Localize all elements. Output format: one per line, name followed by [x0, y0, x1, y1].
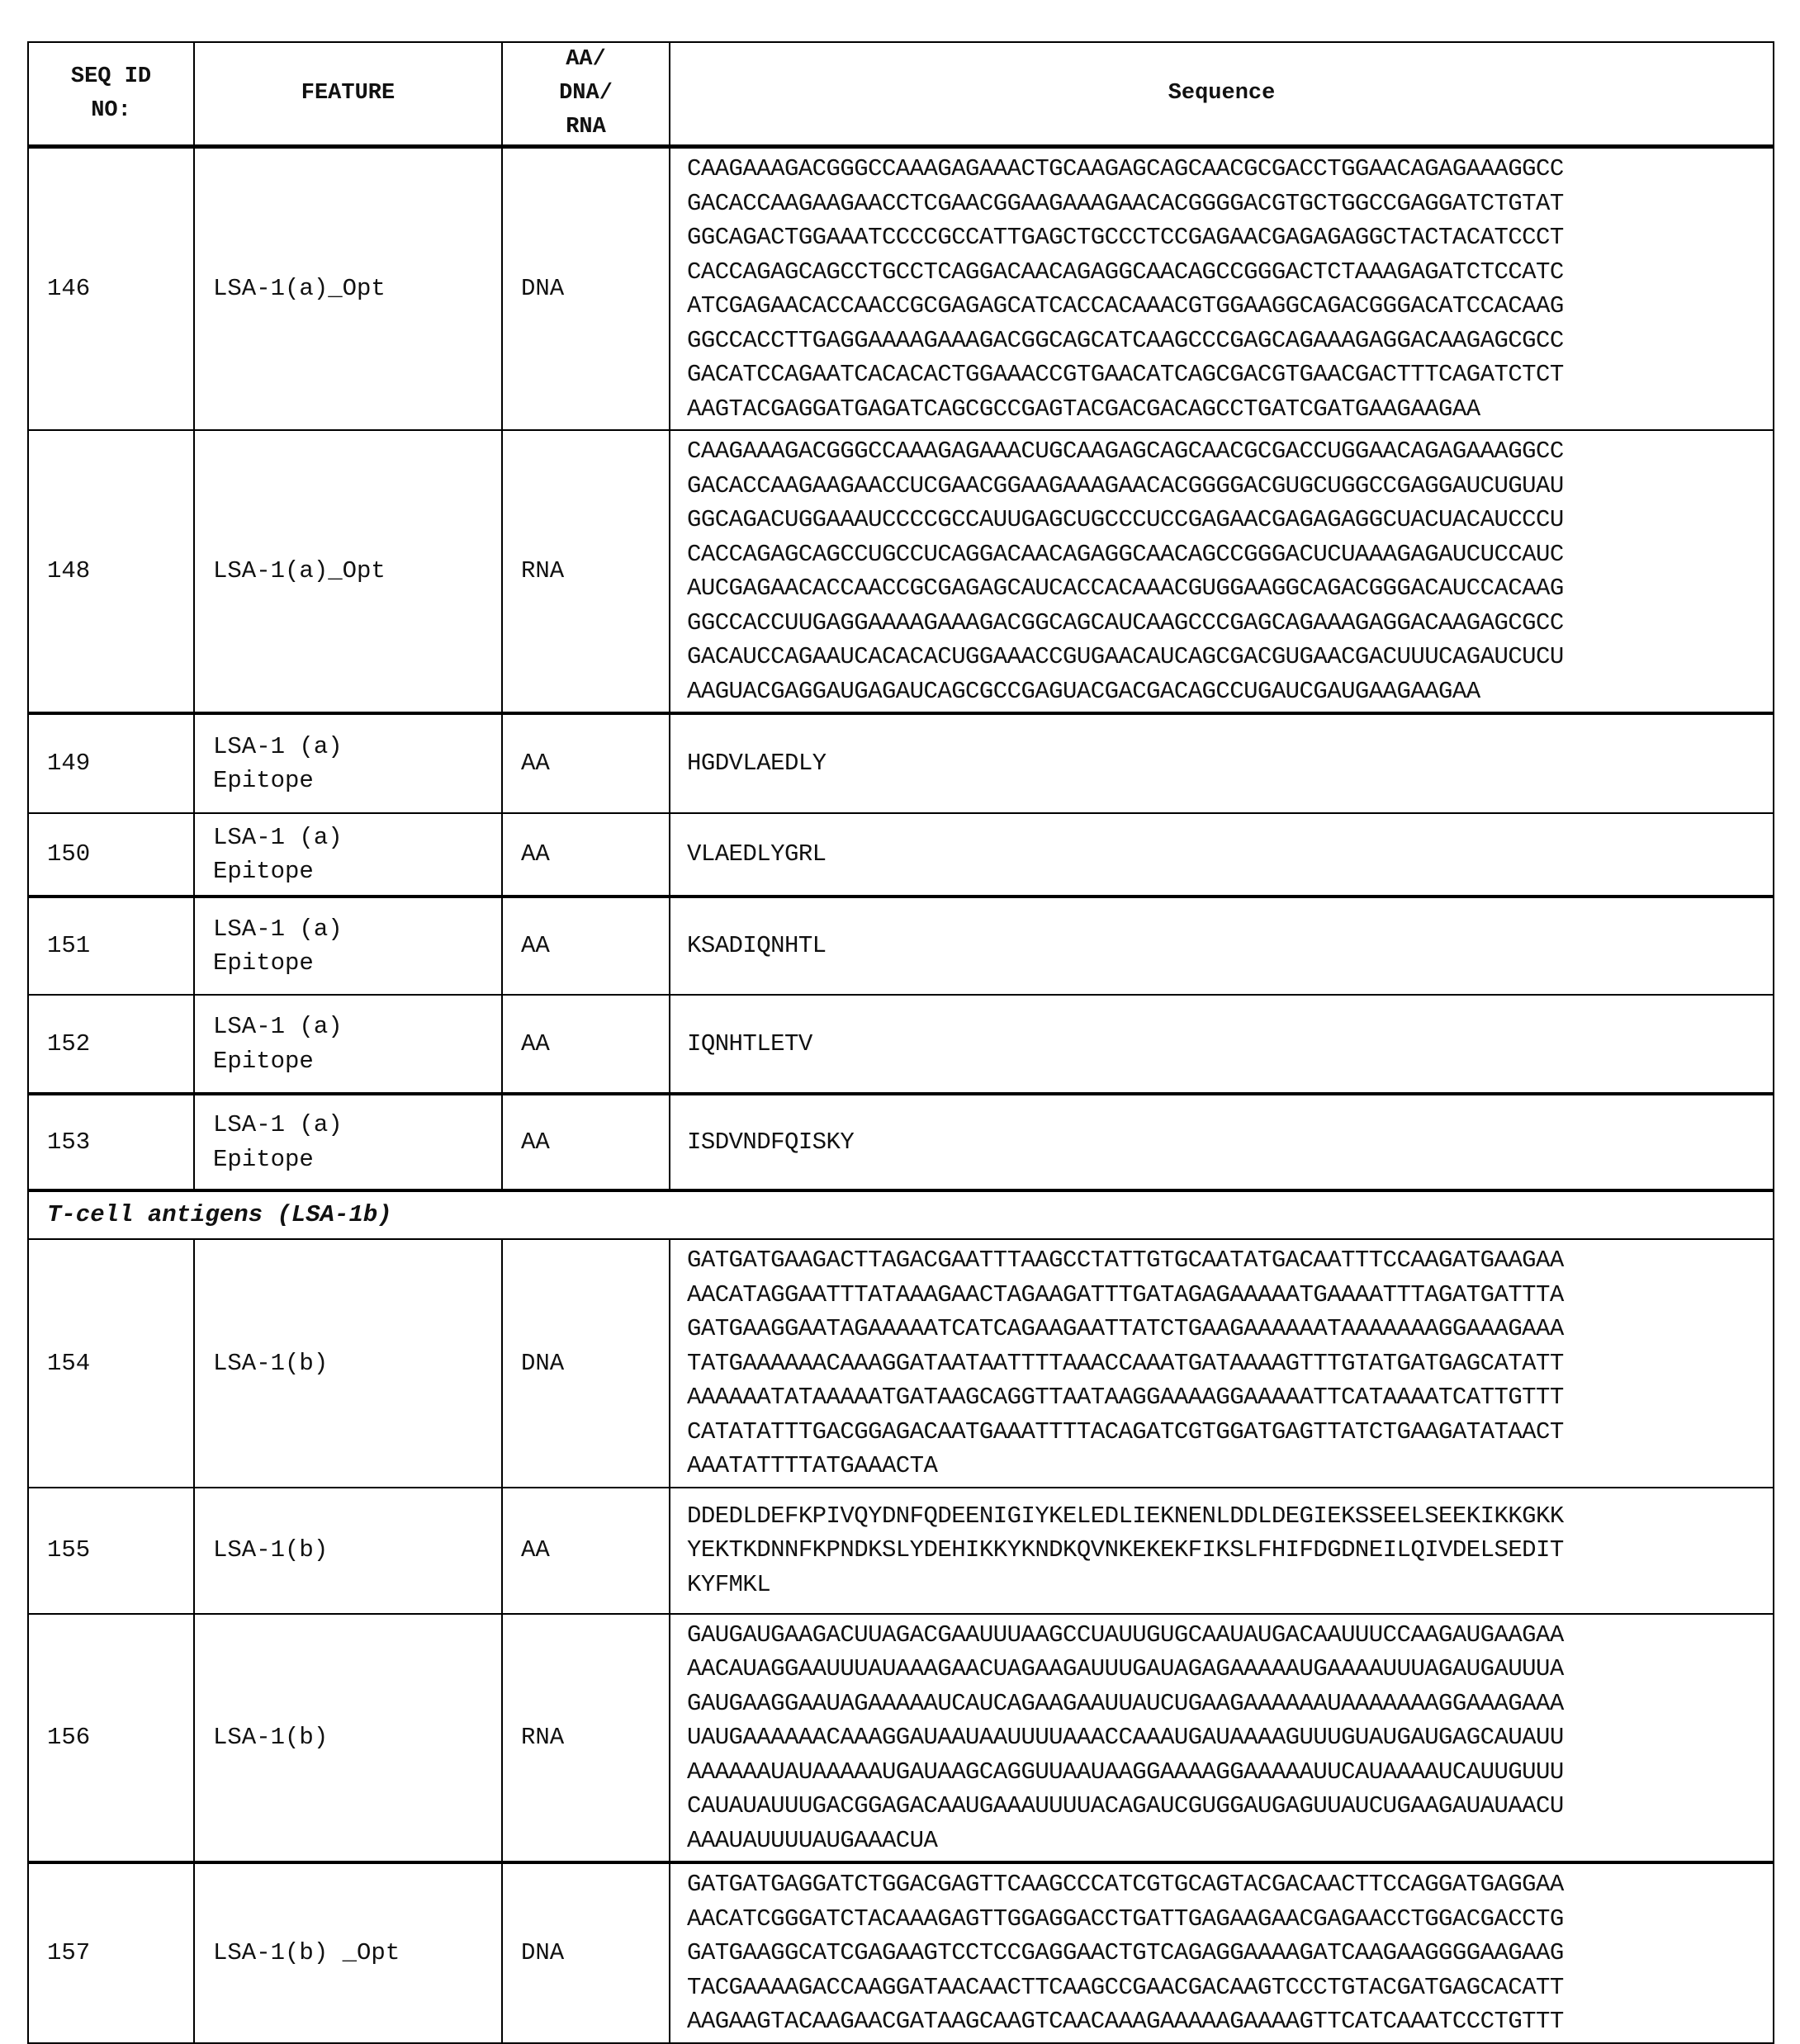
- sequence-cell: [670, 430, 1774, 713]
- table-header-row: [28, 42, 1774, 147]
- table-row: [28, 1239, 1774, 1488]
- table-row: [28, 430, 1774, 713]
- seq-id-cell: 155: [28, 1488, 194, 1614]
- sequence-cell: [670, 1239, 1774, 1488]
- sequence-line: GGCAGACUGGAAAUCCCCGCCAUUGAGCUGCCCUCCGAGAACGAGAGAGGCUACUACAUCCCU: [687, 506, 1564, 533]
- sequence-line: AUCGAGAACACCAACCGCGAGAGCAUCACCACAAACGUGGAAGGCAGACGGGACAUCCACAAG: [687, 575, 1564, 602]
- sequence-cell: [670, 1488, 1774, 1614]
- sequence-line: CACCAGAGCAGCCTGCCTCAGGACAACAGAGGCAACAGCCGGGACTCTAAAGAGATCTCCATC: [687, 258, 1564, 286]
- sequence-line: CAAGAAAGACGGGCCAAAGAGAAACUGCAAGAGCAGCAACGCGACCUGGAACAGAGAAAGGCC: [687, 438, 1564, 465]
- header-type-line2: DNA/: [559, 81, 613, 106]
- sequence-line: KYFMKL: [687, 1570, 771, 1598]
- header-sequence: Sequence: [670, 42, 1774, 147]
- sequence-line: UAUGAAAAAACAAAGGAUAAUAAUUUUAAACCAAAUGAUAAAAGUUUGUAUGAUGAGCAUAUU: [687, 1724, 1564, 1751]
- seq-id-cell: 151: [28, 897, 194, 995]
- sequence-line: GATGAAGGCATCGAGAAGTCCTCCGAGGAACTGTCAGAGGAAAAGATCAAGAAGGGGAAGAAG: [687, 1939, 1564, 1966]
- seq-id-cell: 153: [28, 1094, 194, 1190]
- type-cell: AA: [502, 813, 670, 897]
- seq-id-cell: 148: [28, 430, 194, 713]
- type-cell: DNA: [502, 1862, 670, 2043]
- sequence-line: AAAUAUUUUAUGAAACUA: [687, 1826, 938, 1854]
- sequence-line: CACCAGAGCAGCCUGCCUCAGGACAACAGAGGCAACAGCCGGGACUCUAAAGAGAUCUCCAUC: [687, 540, 1564, 568]
- table-row: [28, 713, 1774, 813]
- feature-cell: LSA-1(a)_Opt: [194, 147, 502, 431]
- table-row: [28, 147, 1774, 431]
- table-row: [28, 897, 1774, 995]
- type-cell: AA: [502, 1094, 670, 1190]
- sequence-line: AACAUAGGAAUUUAUAAAGAACUAGAAGAUUUGAUAGAGAAAAAUGAAAAUUUAGAUGAUUUA: [687, 1655, 1564, 1682]
- feature-cell: LSA-1(b): [194, 1239, 502, 1488]
- header-type-line1: AA/: [566, 47, 606, 72]
- table-row: [28, 995, 1774, 1094]
- sequence-line: GGCCACCTTGAGGAAAAGAAAGACGGCAGCATCAAGCCCGAGCAGAAAGAGGACAAGAGCGCC: [687, 326, 1564, 354]
- sequence-cell: [670, 713, 1774, 813]
- sequence-line: GACACCAAGAAGAACCTCGAACGGAAGAAAGAACACGGGGACGTGCTGGCCGAGGATCTGTAT: [687, 189, 1564, 217]
- sequence-line: GACATCCAGAATCACACACTGGAAACCGTGAACATCAGCGACGTGAACGACTTTCAGATCTCT: [687, 361, 1564, 388]
- sequence-line: GGCAGACTGGAAATCCCCGCCATTGAGCTGCCCTCCGAGAACGAGAGAGGCTACTACATCCCT: [687, 224, 1564, 251]
- sequence-line: GATGATGAGGATCTGGACGAGTTCAAGCCCATCGTGCAGTACGACAACTTCCAGGATGAGGAA: [687, 1871, 1564, 1898]
- table-row: [28, 1614, 1774, 1863]
- header-type: [502, 42, 670, 147]
- feature-cell: LSA-1(b): [194, 1614, 502, 1863]
- header-seq-id-line2: NO:: [91, 97, 131, 123]
- sequence-line: GGCCACCUUGAGGAAAAGAAAGACGGCAGCAUCAAGCCCGAGCAGAAAGAGGACAAGAGCGCC: [687, 608, 1564, 636]
- feature-cell: LSA-1(b) _Opt: [194, 1862, 502, 2043]
- table-row: [28, 1094, 1774, 1190]
- type-cell: AA: [502, 713, 670, 813]
- sequence-cell: [670, 1094, 1774, 1190]
- seq-id-cell: 152: [28, 995, 194, 1094]
- sequence-line: GATGATGAAGACTTAGACGAATTTAAGCCTATTGTGCAATATGACAATTTCCAAGATGAAGAA: [687, 1247, 1564, 1274]
- type-cell: RNA: [502, 430, 670, 713]
- sequence-line: AACATCGGGATCTACAAAGAGTTGGAGGACCTGATTGAGAAGAACGAGAACCTGGACGACCTG: [687, 1904, 1564, 1933]
- sequence-line: AACATAGGAATTTATAAAGAACTAGAAGATTTGATAGAGAAAAATGAAAATTTAGATGATTTA: [687, 1280, 1564, 1308]
- sequence-cell: [670, 1862, 1774, 2043]
- type-cell: DNA: [502, 147, 670, 431]
- sequence-line: DDEDLDEFKPIVQYDNFQDEENIGIYKELEDLIEKNENLDDLDEGIEKSSEELSEEKIKKGKK: [687, 1502, 1564, 1530]
- seq-id-cell: 149: [28, 713, 194, 813]
- feature-cell: LSA-1 (a) Epitope: [194, 995, 502, 1094]
- seq-id-cell: 154: [28, 1239, 194, 1488]
- sequence-line: CATATATTTGACGGAGACAATGAAATTTTACAGATCGTGGATGAGTTATCTGAAGATATAACT: [687, 1417, 1564, 1445]
- sequence-line: ATCGAGAACACCAACCGCGAGAGCATCACCACAAACGTGGAAGGCAGACGGGACATCCACAAG: [687, 292, 1564, 319]
- table-row: [28, 1862, 1774, 2043]
- sequence-line: KSADIQNHTL: [687, 932, 827, 960]
- sequence-line: CAUAUAUUUGACGGAGACAAUGAAAUUUUACAGAUCGUGGAUGAGUUAUCUGAAGAUAUAACU: [687, 1792, 1564, 1819]
- sequence-table: [27, 41, 1774, 2044]
- sequence-line: AAGTACGAGGATGAGATCAGCGCCGAGTACGACGACAGCCTGATCGATGAAGAAGAA: [687, 395, 1480, 423]
- sequence-line: TATGAAAAAACAAAGGATAATAATTTTAAACCAAATGATAAAAGTTTGTATGATGAGCATATT: [687, 1349, 1564, 1377]
- sequence-cell: [670, 813, 1774, 897]
- feature-cell: LSA-1 (a) Epitope: [194, 1094, 502, 1190]
- sequence-line: YEKTKDNNFKPNDKSLYDEHIKKYKNDKQVNKEKEKFIKSLFHIFDGDNEILQIVDELSEDIT: [687, 1536, 1564, 1564]
- sequence-line: GACACCAAGAAGAACCUCGAACGGAAGAAAGAACACGGGGACGUGCUGGCCGAGGAUCUGUAU: [687, 471, 1564, 499]
- seq-id-cell: 157: [28, 1862, 194, 2043]
- header-seq-id-line1: SEQ ID: [70, 64, 152, 89]
- sequence-line: AAGAAGTACAAGAACGATAAGCAAGTCAACAAAGAAAAAGAAAAGTTCATCAAATCCCTGTTT: [687, 2008, 1564, 2035]
- sequence-line: AAATATTTTATGAAACTA: [687, 1452, 938, 1479]
- sequence-cell: [670, 995, 1774, 1094]
- header-seq-id: [28, 42, 194, 147]
- feature-cell: LSA-1 (a) Epitope: [194, 713, 502, 813]
- sequence-line: AAAAAATATAAAAATGATAAGCAGGTTAATAAGGAAAAGGAAAAATTCATAAAATCATTGTTT: [687, 1384, 1564, 1411]
- section-row: [28, 1190, 1774, 1239]
- sequence-line: AAGUACGAGGAUGAGAUCAGCGCCGAGUACGACGACAGCCUGAUCGAUGAAGAAGAA: [687, 677, 1480, 705]
- sequence-line: TACGAAAAGACCAAGGATAACAACTTCAAGCCGAACGACAAGTCCCTGTACGATGAGCACATT: [687, 1973, 1564, 2001]
- sequence-line: GACAUCCAGAAUCACACACUGGAAACCGUGAACAUCAGCGACGUGAACGACUUUCAGAUCUCU: [687, 643, 1564, 670]
- sequence-line: ISDVNDFQISKY: [687, 1128, 855, 1156]
- type-cell: AA: [502, 897, 670, 995]
- sequence-line: IQNHTLETV: [687, 1029, 812, 1057]
- table-row: [28, 1488, 1774, 1614]
- header-type-line3: RNA: [566, 115, 606, 140]
- seq-id-cell: 150: [28, 813, 194, 897]
- sequence-line: HGDVLAEDLY: [687, 750, 827, 778]
- header-feature: FEATURE: [194, 42, 502, 147]
- sequence-cell: [670, 897, 1774, 995]
- seq-id-cell: 156: [28, 1614, 194, 1863]
- sequence-cell: [670, 1614, 1774, 1863]
- feature-cell: LSA-1(b): [194, 1488, 502, 1614]
- type-cell: RNA: [502, 1614, 670, 1863]
- sequence-line: GAUGAUGAAGACUUAGACGAAUUUAAGCCUAUUGUGCAAUAUGACAAUUUCCAAGAUGAAGAA: [687, 1621, 1564, 1649]
- sequence-line: AAAAAAUAUAAAAAUGAUAAGCAGGUUAAUAAGGAAAAGGAAAAAUUCAUAAAAUCAUUGUUU: [687, 1758, 1564, 1786]
- table-row: [28, 813, 1774, 897]
- type-cell: AA: [502, 1488, 670, 1614]
- feature-cell: LSA-1 (a) Epitope: [194, 897, 502, 995]
- seq-id-cell: 146: [28, 147, 194, 431]
- type-cell: DNA: [502, 1239, 670, 1488]
- sequence-line: CAAGAAAGACGGGCCAAAGAGAAACTGCAAGAGCAGCAACGCGACCTGGAACAGAGAAAGGCC: [687, 155, 1564, 182]
- sequence-cell: [670, 147, 1774, 431]
- feature-cell: LSA-1(a)_Opt: [194, 430, 502, 713]
- sequence-line: GATGAAGGAATAGAAAAATCATCAGAAGAATTATCTGAAGAAAAAATAAAAAAAGGAAAGAAA: [687, 1315, 1564, 1342]
- sequence-line: GAUGAAGGAAUAGAAAAAUCAUCAGAAGAAUUAUCUGAAGAAAAAAUAAAAAAAGGAAAGAAA: [687, 1689, 1564, 1717]
- feature-cell: LSA-1 (a) Epitope: [194, 813, 502, 897]
- sequence-line: VLAEDLYGRL: [687, 840, 827, 868]
- type-cell: AA: [502, 995, 670, 1094]
- section-title: T-cell antigens (LSA-1b): [28, 1190, 1774, 1239]
